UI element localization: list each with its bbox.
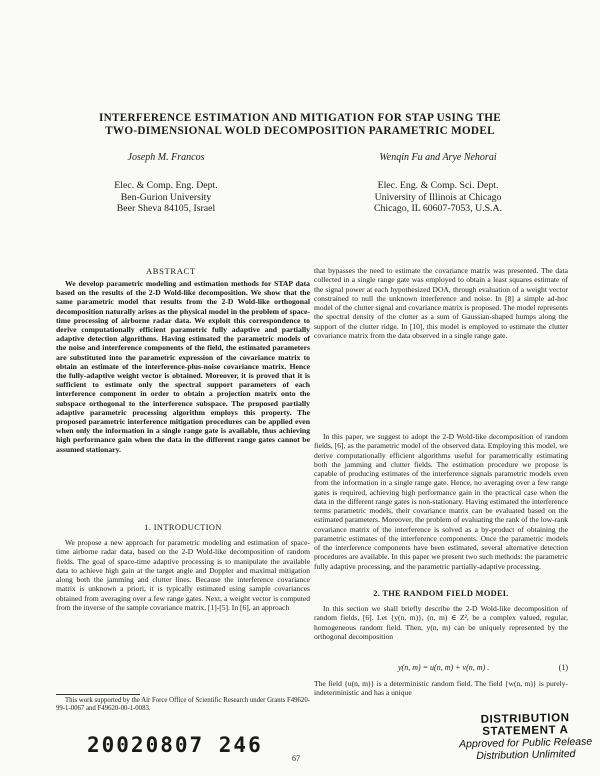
author-1-affiliation <box>76 180 256 215</box>
right-paragraph-1: that bypasses the need to estimate the covariance matrix was presented. The data collected in a single range gate was employed to obtain a least squares estimate of the signal power at each hypothesized DOA, through evaluation of a weight vector constrained to null the unknown interference and noise. In [8] a simple ad-hoc model of the clutter signal and covariance matrix is proposed. The model represents the spectral density of the clutter as a sum of Gaussian-shaped humps along the support of the clutter ridge. In [10], this model is employed to estimate the clutter covariance matrix from the data observed in a single range gate. <box>314 266 568 340</box>
affil-2-line-3: Chicago, IL 60607-7053, U.S.A. <box>373 203 503 215</box>
abstract-paragraph: We develop parametric modeling and estimation methods for STAP data based on the results of the 2-D Wold-like decomposition. We show that the same parametric model that results from the 2-D Wold-like orthogonal decomposition naturally arises as the physical model in the problem of space-time processing of airborne radar data. We exploit this correspondence to derive computationally efficient parametric fully adaptive and partially adaptive detection algorithms. Having estimated the parametric models of the noise and interference components of the field, the estimated parameters are substituted into the parametric expression of the covariance matrix to obtain an estimate of the interference-plus-noise covariance matrix. Hence the fully-adaptive weight vector is obtained. Moreover, it is proved that it is sufficient to estimate only the spectral support parameters of each interference component in order to obtain a projection matrix onto the subspace orthogonal to the interference subspace. The proposed partially adaptive parametric processing algorithm employs this property. The proposed parametric interference mitigation procedures can be applied even when only the information in a single range gate is available, thus achieving high performance gain when the data in the different range gates cannot be assumed stationary. <box>56 279 310 454</box>
right-column-paragraph-1 <box>314 266 568 340</box>
affil-1-line-1: Elec. & Comp. Eng. Dept. <box>114 180 218 191</box>
abstract-text <box>56 279 310 454</box>
introduction-heading: 1. INTRODUCTION <box>144 523 222 532</box>
affil-2-line-1: Elec. Eng. & Comp. Sci. Dept. <box>377 180 499 191</box>
introduction-paragraph: We propose a new approach for parametric modeling and estimation of space-time airborne radar data, based on the 2-D Wold-like decomposition of random fields. The goal of space-time adaptive processing is to manipulate the available data to achieve high gain at the target angle and Doppler and maximal mitigation along both the jamming and clutter lines. Because the interference covariance matrix is unknown a priori, it is typically estimated using sample covariances obtained from averaging over a few range gates. Next, a weight vector is computed from the inverse of the sample covariance matrix, [1]-[5]. In [6], an approach <box>56 538 310 612</box>
author-2-affiliation <box>328 180 548 215</box>
stamp-line-2: Approved for Public Release <box>458 735 593 751</box>
accession-number: 20020807 246 <box>87 733 263 757</box>
title-line-2: TWO-DIMENSIONAL WOLD DECOMPOSITION PARAMETRIC MODEL <box>105 125 495 137</box>
funding-footnote: This work supported by the Air Force Office of Scientific Research under Grants F49620-99-1-0067 and F49620-00-1-0083. <box>56 697 310 713</box>
post-equation-text <box>314 679 568 698</box>
stamp-line-3: Distribution Unlimited <box>476 747 576 763</box>
affil-2-line-2: University of Illinois at Chicago <box>374 191 502 203</box>
equation-expression: y(n, m) = u(n, m) + v(n, m) . <box>398 663 490 672</box>
equation-number: (1) <box>558 663 568 672</box>
paper-title <box>50 112 550 138</box>
affil-1-line-2: Ben-Gurion University <box>120 191 212 203</box>
author-2-name: Wenqin Fu and Arye Nehorai <box>379 152 497 163</box>
right-paragraph-2: In this paper, we suggest to adopt the 2-D Wold-like decomposition of random fields, [6], as the parametric model of the observed data. Employing this model, we derive computationally efficient algorithms useful for parametrically estimating both the jamming and clutter fields. The estimation procedure we propose is capable of producing estimates of the interference signals parametric models even from the information in a single range gate. Hence, no averaging over a few range gates is required, achieving high performance gain in the practical case when the data in the different range gates is non-stationary. Having estimated the interference terms parametric models, their covariance matrix can be evaluated based on the estimated parameters. Moreover, the problem of evaluating the rank of the low-rank covariance matrix of the interference is solved as a by-product of obtaining the parametric estimates of the interference components. Once the parametric models of the interference components have been estimated, several alternative detection procedures are available. In this paper we present two such methods: the parametric fully adaptive processing, and the parametric partially-adaptive processing. <box>314 432 568 571</box>
affil-1-line-3: Beer Sheva 84105, Israel <box>116 203 216 215</box>
author-1-name: Joseph M. Francos <box>127 152 205 163</box>
page-number: 67 <box>292 754 300 763</box>
section-2-heading: 2. THE RANDOM FIELD MODEL <box>373 589 509 598</box>
abstract-heading: ABSTRACT <box>146 266 196 276</box>
introduction-text <box>56 538 310 612</box>
right-column-paragraph-2 <box>314 432 568 571</box>
post-equation-paragraph: The field {u(n, m)} is a deterministic random field. The field {w(n, m)} is purely-indeterministic and has a unique <box>314 679 568 698</box>
section-2-paragraph: In this section we shall briefly describe the 2-D Wold-like decomposition of random fields, [6]. Let {y(n, m)}, (n, m) ∈ Z², be a complex valued, regular, homogeneous random field. Then, y(n, m) can be uniquely represented by the orthogonal decomposition <box>314 604 568 641</box>
footnote-divider <box>56 694 140 695</box>
stamp-line-1: DISTRIBUTION STATEMENT A <box>480 712 570 738</box>
section-2-text <box>314 604 568 641</box>
title-line-1: INTERFERENCE ESTIMATION AND MITIGATION FOR STAP USING THE <box>99 112 501 124</box>
distribution-stamp <box>451 711 600 762</box>
